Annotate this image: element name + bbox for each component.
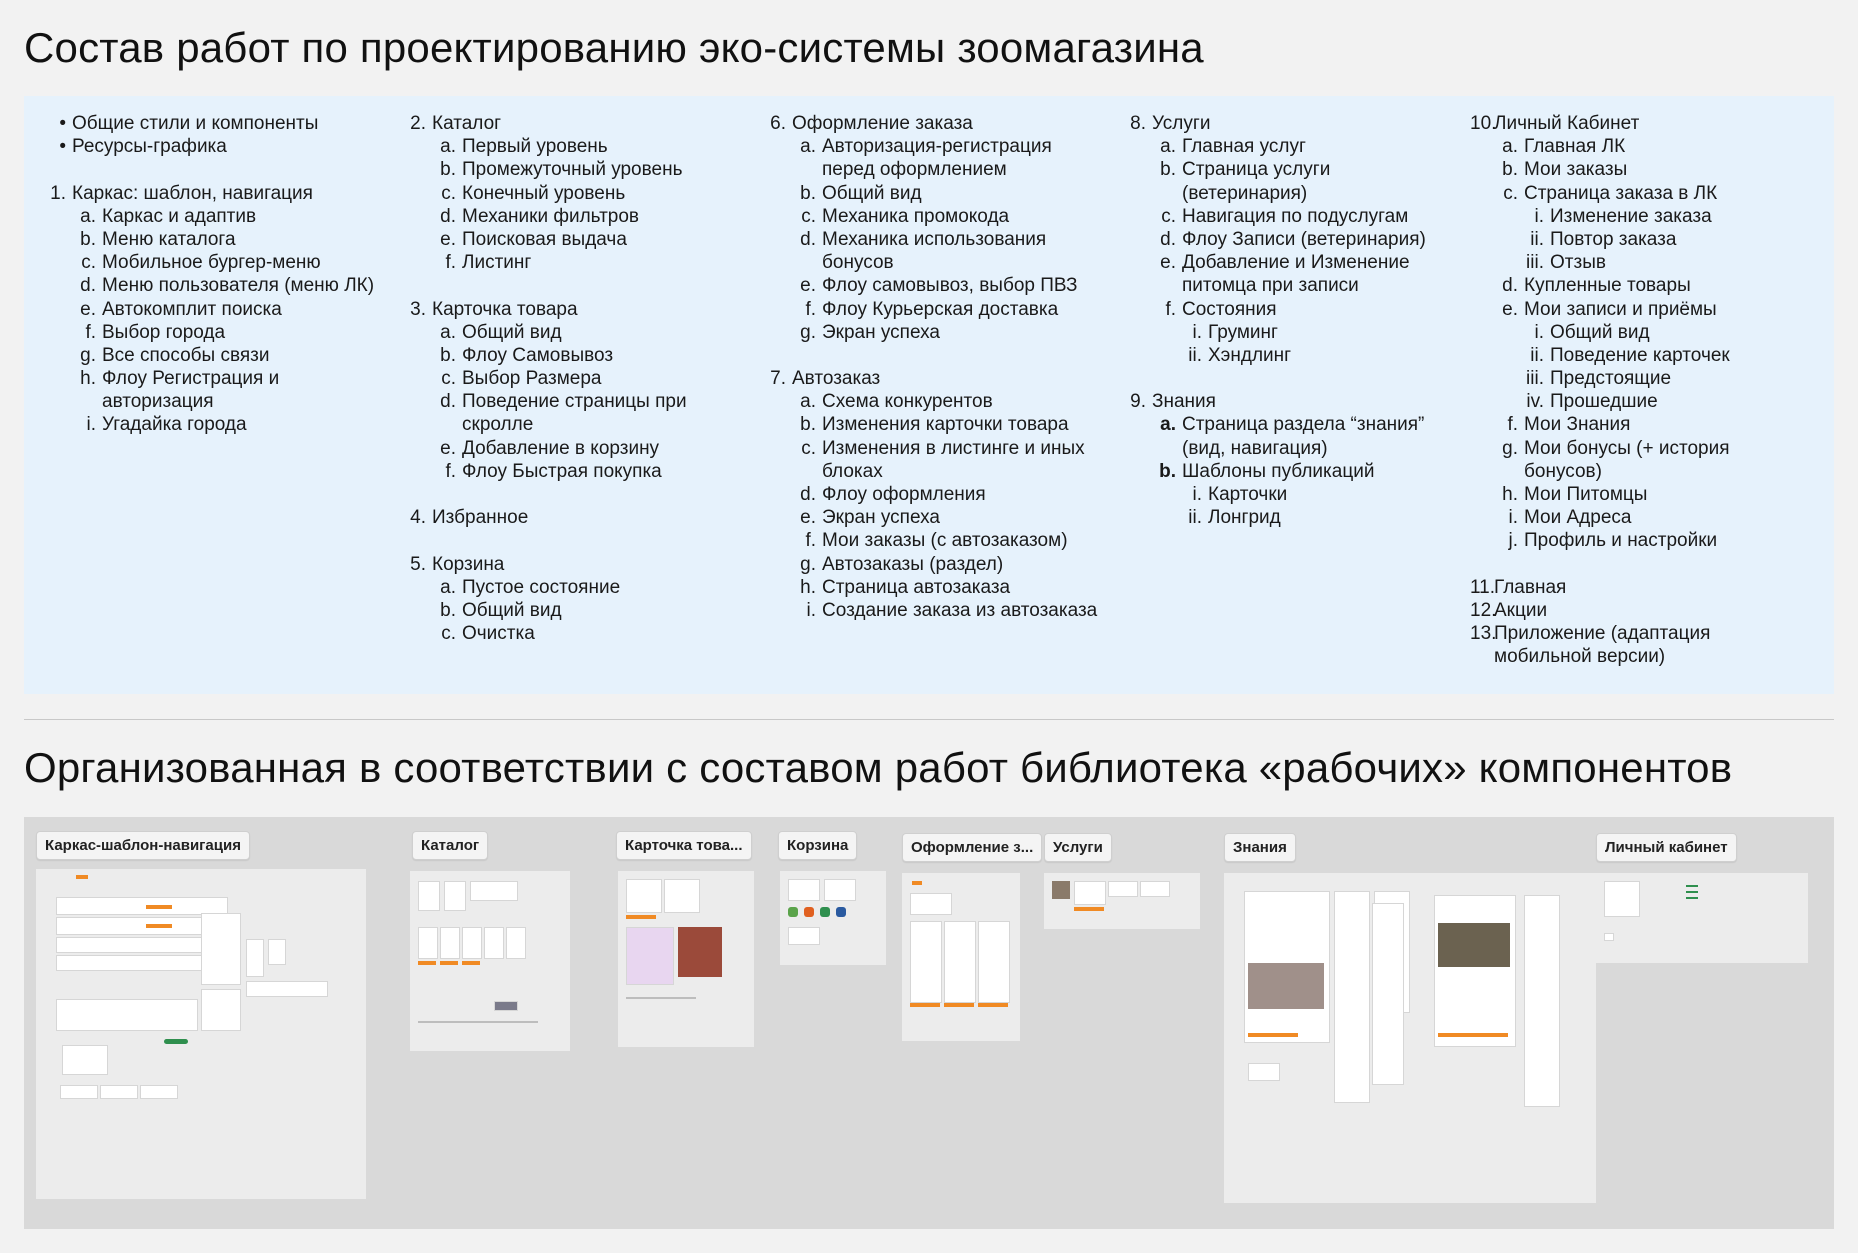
scope-item-marker: i.: [1508, 507, 1518, 529]
scope-item-marker: d.: [800, 228, 816, 250]
scope-item-marker: i.: [1534, 321, 1544, 343]
scope-item-text: Состояния: [1182, 298, 1277, 320]
scope-item-marker: 1.: [50, 182, 66, 204]
scope-item-marker: 12.: [1470, 599, 1497, 621]
scope-item-text: Схема конкурентов: [822, 391, 993, 413]
scope-item-text: Мои Адреса: [1524, 507, 1632, 529]
scope-item-marker: c.: [441, 182, 456, 204]
scope-item-marker: h.: [80, 368, 96, 390]
scope-item-marker: i.: [1534, 205, 1544, 227]
section-divider: [24, 719, 1834, 720]
scope-item-text: Выбор Размера: [462, 368, 602, 390]
scope-item-text: Общие стили и компоненты: [72, 113, 319, 134]
scope-item-marker: b.: [800, 414, 816, 436]
scope-item-marker: b.: [80, 228, 96, 250]
frame-label-product-card[interactable]: Карточка това...: [616, 831, 752, 860]
scope-item-marker: f.: [1165, 298, 1176, 320]
scope-item-text: Повтор заказа: [1550, 228, 1677, 250]
scope-item-marker: e.: [1160, 252, 1176, 274]
scope-item-text: Приложение (адаптация: [1494, 623, 1711, 645]
scope-item-text: Промежуточный уровень: [462, 159, 683, 181]
scope-item-marker: b.: [800, 182, 816, 204]
frame-label-carcass[interactable]: Каркас-шаблон-навигация: [36, 831, 250, 860]
scope-item-text: Поведение карточек: [1550, 344, 1730, 366]
page-title-library: Организованная в соответствии с составом работ библиотека «рабочих» компонентов: [24, 744, 1733, 791]
page-title-scope: Состав работ по проектированию эко-системы зоомагазина: [24, 24, 1204, 71]
scope-item-marker: g.: [1502, 437, 1518, 459]
scope-item-text: Меню пользователя (меню ЛК): [102, 275, 375, 297]
scope-item-marker: iii.: [1526, 368, 1544, 390]
scope-item-text: Добавление в корзину: [462, 437, 660, 459]
scope-item-marker: ii.: [1530, 228, 1544, 250]
scope-item-text: Мобильное бургер-меню: [102, 252, 321, 274]
scope-item-text: Главная: [1494, 576, 1567, 598]
scope-item-text: бонусов: [822, 252, 894, 274]
scope-item-marker: c.: [441, 368, 456, 390]
scope-item-marker: f.: [85, 321, 96, 343]
scope-item-marker: f.: [1507, 414, 1518, 436]
scope-item-marker: iii.: [1526, 252, 1544, 274]
scope-item-text: бонусов): [1524, 460, 1602, 482]
scope-item-marker: j.: [1508, 530, 1518, 552]
scope-item-marker: e.: [440, 228, 456, 250]
scope-item-text: Изменения карточки товара: [822, 414, 1069, 436]
scope-item-marker: a.: [440, 136, 456, 158]
scope-item-marker: d.: [440, 391, 456, 413]
scope-item-marker: i.: [806, 599, 816, 621]
scope-item-marker: 9.: [1130, 391, 1146, 413]
scope-item-text: Избранное: [432, 507, 529, 529]
frame-services[interactable]: [1044, 873, 1200, 929]
scope-item-text: Поведение страницы при: [462, 391, 687, 413]
scope-item-text: Авторизация-регистрация: [822, 136, 1052, 158]
scope-item-text: Автокомплит поиска: [102, 298, 282, 320]
scope-item-marker: •: [59, 113, 66, 134]
scope-item-text: (вид, навигация): [1182, 437, 1328, 459]
scope-item-text: Корзина: [432, 553, 505, 575]
scope-item-marker: c.: [1503, 182, 1518, 204]
frame-knowledge[interactable]: [1224, 873, 1596, 1203]
scope-item-marker: c.: [441, 623, 456, 645]
scope-item-marker: e.: [800, 275, 816, 297]
scope-item-text: Прошедшие: [1550, 391, 1658, 413]
scope-item-text: Поисковая выдача: [462, 228, 627, 250]
scope-item-text: Изменения в листинге и иных: [822, 437, 1085, 459]
scope-item-marker: f.: [445, 460, 456, 482]
scope-item-text: Общий вид: [1550, 321, 1650, 343]
scope-item-text: Страница заказа в ЛК: [1524, 182, 1718, 204]
scope-item-marker: 7.: [770, 368, 786, 390]
scope-item-text: Флоу самовывоз, выбор ПВЗ: [822, 275, 1078, 297]
scope-item-text: Хэндлинг: [1208, 344, 1292, 366]
scope-item-text: Главная услуг: [1182, 136, 1306, 158]
scope-item-marker: 5.: [410, 553, 426, 575]
scope-item-marker: b.: [1159, 460, 1176, 482]
scope-item-text: Создание заказа из автозаказа: [822, 599, 1098, 621]
scope-item-text: Изменение заказа: [1550, 205, 1712, 227]
scope-item-text: авторизация: [102, 391, 214, 413]
scope-item-marker: b.: [440, 344, 456, 366]
scope-item-marker: 2.: [410, 113, 426, 134]
scope-item-text: Флоу Регистрация и: [102, 368, 280, 390]
scope-item-marker: c.: [801, 437, 816, 459]
scope-item-text: Флоу Самовывоз: [462, 344, 614, 366]
scope-item-marker: 4.: [410, 507, 426, 529]
frame-account[interactable]: [1596, 873, 1808, 963]
scope-item-text: Личный Кабинет: [1494, 113, 1640, 134]
scope-item-text: Главная ЛК: [1524, 136, 1626, 158]
scope-item-marker: f.: [445, 252, 456, 274]
scope-item-marker: a.: [80, 205, 96, 227]
scope-item-text: Флоу оформления: [822, 484, 986, 505]
component-library-board[interactable]: [24, 817, 1834, 1229]
scope-item-marker: a.: [1160, 136, 1176, 158]
scope-item-text: Конечный уровень: [462, 182, 626, 204]
scope-item-marker: d.: [1160, 228, 1176, 250]
scope-item-marker: a.: [800, 136, 816, 158]
scope-item-text: Мои Питомцы: [1524, 484, 1648, 505]
scope-item-text: Механика использования: [822, 228, 1047, 250]
scope-item-text: Общий вид: [822, 182, 922, 204]
scope-item-marker: g.: [800, 321, 816, 343]
scope-item-marker: i.: [1192, 484, 1202, 505]
scope-item-text: Выбор города: [102, 321, 226, 343]
scope-item-text: Первый уровень: [462, 136, 608, 158]
scope-item-text: Предстоящие: [1550, 368, 1672, 390]
frame-carcass[interactable]: [36, 869, 366, 1199]
scope-item-text: Механика промокода: [822, 205, 1010, 227]
scope-item-text: Мои заказы: [1524, 159, 1628, 181]
scope-item-text: Механики фильтров: [462, 205, 640, 227]
scope-item-marker: b.: [1160, 159, 1176, 181]
scope-panel: [24, 96, 1834, 694]
scope-item-marker: e.: [440, 437, 456, 459]
scope-item-text: Мои Знания: [1524, 414, 1631, 436]
scope-item-text: Флоу Быстрая покупка: [462, 460, 662, 482]
scope-item-text: (ветеринария): [1182, 182, 1308, 204]
scope-item-text: Угадайка города: [102, 414, 247, 436]
scope-item-marker: c.: [1161, 205, 1176, 227]
scope-item-text: Мои бонусы (+ история: [1524, 437, 1730, 459]
frame-label-catalog[interactable]: Каталог: [412, 831, 488, 860]
scope-item-text: Каркас и адаптив: [102, 205, 257, 227]
scope-item-text: Оформление заказа: [792, 113, 973, 134]
scope-item-marker: d.: [1502, 275, 1518, 297]
scope-item-text: Общий вид: [462, 599, 562, 621]
scope-item-marker: a.: [440, 321, 456, 343]
scope-item-text: Услуги: [1152, 113, 1211, 134]
scope-item-text: Пустое состояние: [462, 576, 621, 598]
scope-item-text: Каталог: [432, 113, 502, 134]
scope-item-marker: •: [59, 136, 66, 158]
scope-item-text: Экран успеха: [822, 321, 940, 343]
scope-item-marker: 11.: [1470, 576, 1496, 598]
scope-item-text: Флоу Записи (ветеринария): [1182, 228, 1426, 250]
scope-item-marker: c.: [801, 205, 816, 227]
scope-item-text: Профиль и настройки: [1524, 530, 1718, 552]
scope-item-text: Меню каталога: [102, 228, 236, 250]
scope-item-marker: a.: [800, 391, 816, 413]
scope-item-marker: h.: [1502, 484, 1518, 505]
scope-item-text: Страница раздела “знания”: [1182, 414, 1425, 436]
scope-item-marker: a.: [440, 576, 456, 598]
scope-item-marker: f.: [805, 530, 816, 552]
scope-item-text: Флоу Курьерская доставка: [822, 298, 1059, 320]
scope-item-marker: a.: [1160, 414, 1176, 436]
frame-label-knowledge[interactable]: Знания: [1224, 833, 1296, 862]
scope-item-marker: 6.: [770, 113, 786, 134]
scope-item-text: Мои заказы (с автозаказом): [822, 530, 1068, 552]
scope-item-marker: 10.: [1470, 113, 1497, 134]
scope-item-marker: b.: [440, 159, 456, 181]
scope-item-text: Груминг: [1208, 321, 1278, 343]
scope-item-text: Карточки: [1208, 484, 1288, 505]
scope-item-marker: d.: [800, 484, 816, 505]
scope-item-marker: e.: [80, 298, 96, 320]
scope-item-text: Очистка: [462, 623, 535, 645]
scope-item-marker: 3.: [410, 298, 426, 320]
scope-item-text: Общий вид: [462, 321, 562, 343]
scope-item-marker: 8.: [1130, 113, 1146, 134]
scope-item-marker: ii.: [1188, 507, 1202, 529]
scope-item-text: Все способы связи: [102, 344, 270, 366]
scope-item-marker: g.: [800, 553, 816, 575]
frame-label-account[interactable]: Личный кабинет: [1596, 833, 1737, 862]
frame-label-services[interactable]: Услуги: [1044, 833, 1112, 862]
scope-item-text: скролле: [462, 414, 534, 436]
scope-item-marker: i.: [1192, 321, 1202, 343]
scope-item-text: Мои записи и приёмы: [1524, 298, 1717, 320]
frame-product-card[interactable]: [618, 871, 754, 1047]
scope-item-marker: iv.: [1526, 391, 1544, 413]
scope-item-text: Ресурсы-графика: [72, 136, 227, 158]
scope-item-text: Карточка товара: [432, 298, 578, 320]
scope-item-text: Автозаказы (раздел): [822, 553, 1004, 575]
scope-item-text: Акции: [1494, 599, 1548, 621]
scope-item-text: блоках: [822, 460, 883, 482]
scope-item-text: Навигация по подуслугам: [1182, 205, 1409, 227]
scope-item-marker: e.: [1502, 298, 1518, 320]
scope-item-marker: 13.: [1470, 623, 1497, 645]
scope-item-text: Автозаказ: [792, 368, 881, 390]
scope-item-text: Знания: [1152, 391, 1216, 413]
scope-item-marker: g.: [80, 344, 96, 366]
scope-item-text: Лонгрид: [1208, 507, 1281, 529]
frame-cart[interactable]: [780, 871, 886, 965]
scope-item-marker: ii.: [1530, 344, 1544, 366]
scope-item-text: мобильной версии): [1494, 646, 1666, 668]
scope-item-text: Листинг: [462, 252, 532, 274]
scope-item-text: питомца при записи: [1182, 275, 1359, 297]
frame-label-checkout[interactable]: Оформление з...: [902, 833, 1042, 862]
scope-item-marker: b.: [440, 599, 456, 621]
scope-item-text: Шаблоны публикаций: [1182, 460, 1375, 482]
scope-item-text: Страница автозаказа: [822, 576, 1011, 598]
scope-item-text: Экран успеха: [822, 507, 940, 529]
scope-item-marker: d.: [440, 205, 456, 227]
scope-item-text: перед оформлением: [822, 159, 1007, 181]
scope-item-marker: f.: [805, 298, 816, 320]
scope-item-text: Купленные товары: [1524, 275, 1691, 297]
scope-item-marker: ii.: [1188, 344, 1202, 366]
frame-catalog[interactable]: [410, 871, 570, 1051]
scope-item-marker: h.: [800, 576, 816, 598]
scope-item-text: Каркас: шаблон, навигация: [72, 182, 313, 204]
scope-item-text: Добавление и Изменение: [1182, 252, 1410, 274]
scope-item-marker: b.: [1502, 159, 1518, 181]
scope-item-marker: e.: [800, 507, 816, 529]
scope-item-marker: d.: [80, 275, 96, 297]
scope-item-marker: i.: [86, 414, 96, 436]
scope-item-text: Отзыв: [1550, 252, 1606, 274]
scope-item-marker: a.: [1502, 136, 1518, 158]
scope-item-text: Страница услуги: [1182, 159, 1331, 181]
frame-checkout[interactable]: [902, 873, 1020, 1041]
frame-label-cart[interactable]: Корзина: [778, 831, 857, 860]
scope-item-marker: c.: [81, 252, 96, 274]
